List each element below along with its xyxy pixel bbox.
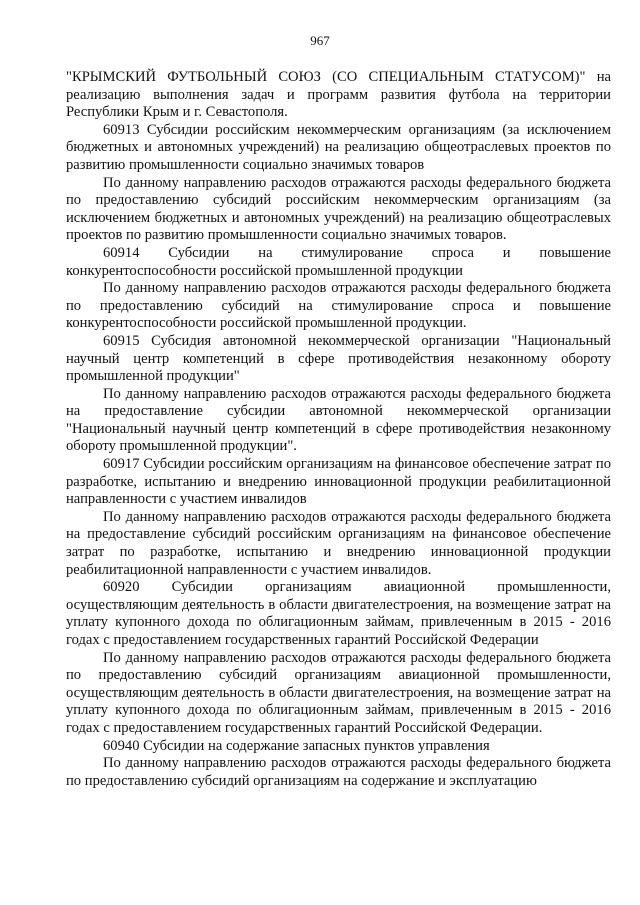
- page-number: 967: [310, 33, 330, 48]
- paragraph-heading-60940: 60940 Субсидии на содержание запасных пунктов управления: [103, 737, 490, 754]
- paragraph-description-60917: По данному направлению расходов отражаются расходы федерального бюджета на предоставление субсидий российским организациям на финансовое обеспечение затрат по разработке, испытанию и внедрению инновационной продукции реабилитационной направленности с участием инвалидов.: [66, 508, 611, 578]
- paragraph-heading-60914: 60914 Субсидии на стимулирование спроса и повышение конкурентоспособности российской промышленной продукции: [66, 244, 611, 279]
- paragraph-description-60940: По данному направлению расходов отражаются расходы федерального бюджета по предоставлению субсидий организациям на содержание и эксплуатацию: [66, 755, 611, 789]
- paragraph-description-60914: По данному направлению расходов отражаются расходы федерального бюджета по предоставлению субсидий на стимулирование спроса и повышение конкурентоспособности российской промышленной продукции.: [66, 280, 611, 332]
- paragraph-description-60920: По данному направлению расходов отражаются расходы федерального бюджета по предоставлению субсидий организациям авиационной промышленности, осуществляющим деятельность в области двигателестроения, на возмещение затрат на уплату купонного дохода по облигационным займам, привлеченным в 2015 - 2016 годах с предоставлением государственных гарантий Российской Федерации.: [66, 649, 611, 736]
- paragraph-heading-60920: 60920 Субсидии организациям авиационной промышленности, осуществляющим деятельность в области двигателестроения, на возмещение затрат на уплату купонного дохода по облигационным займам, привлеченным в 2015 - 2016 годах с предоставлением государственных гарантий Российской Федерации: [66, 579, 611, 648]
- paragraph-heading-60917: 60917 Субсидии российским организациям на финансовое обеспечение затрат по разработке, испытанию и внедрению инновационной продукции реабилитационной направленности с участием инвалидов: [66, 456, 611, 508]
- paragraph-heading-60913: 60913 Субсидии российским некоммерческим организациям (за исключением бюджетных и автономных учреждений) на реализацию общеотраслевых проектов по развитию промышленности социально значимых товаров: [66, 121, 611, 173]
- document-body: [66, 69, 611, 790]
- paragraph-description-60915: По данному направлению расходов отражаются расходы федерального бюджета на предоставление субсидии автономной некоммерческой организации "Национальный научный центр компетенций в сфере противодействия незаконному обороту промышленной продукции".: [66, 385, 611, 455]
- paragraph-heading-60915: 60915 Субсидия автономной некоммерческой организации "Национальный научный центр компетенций в сфере противодействия незаконному обороту промышленной продукции": [66, 332, 611, 385]
- paragraph-continuation: "КРЫМСКИЙ ФУТБОЛЬНЫЙ СОЮЗ (СО СПЕЦИАЛЬНЫМ СТАТУСОМ)" на реализацию выполнения задач и программ развития футбола на территории Республики Крым и г. Севастополя.: [66, 69, 611, 121]
- paragraph-description-60913: По данному направлению расходов отражаются расходы федерального бюджета по предоставлению субсидий российским некоммерческим организациям (за исключением бюджетных и автономных учреждений) на реализацию общеотраслевых проектов по развитию промышленности социально значимых товаров.: [66, 174, 611, 244]
